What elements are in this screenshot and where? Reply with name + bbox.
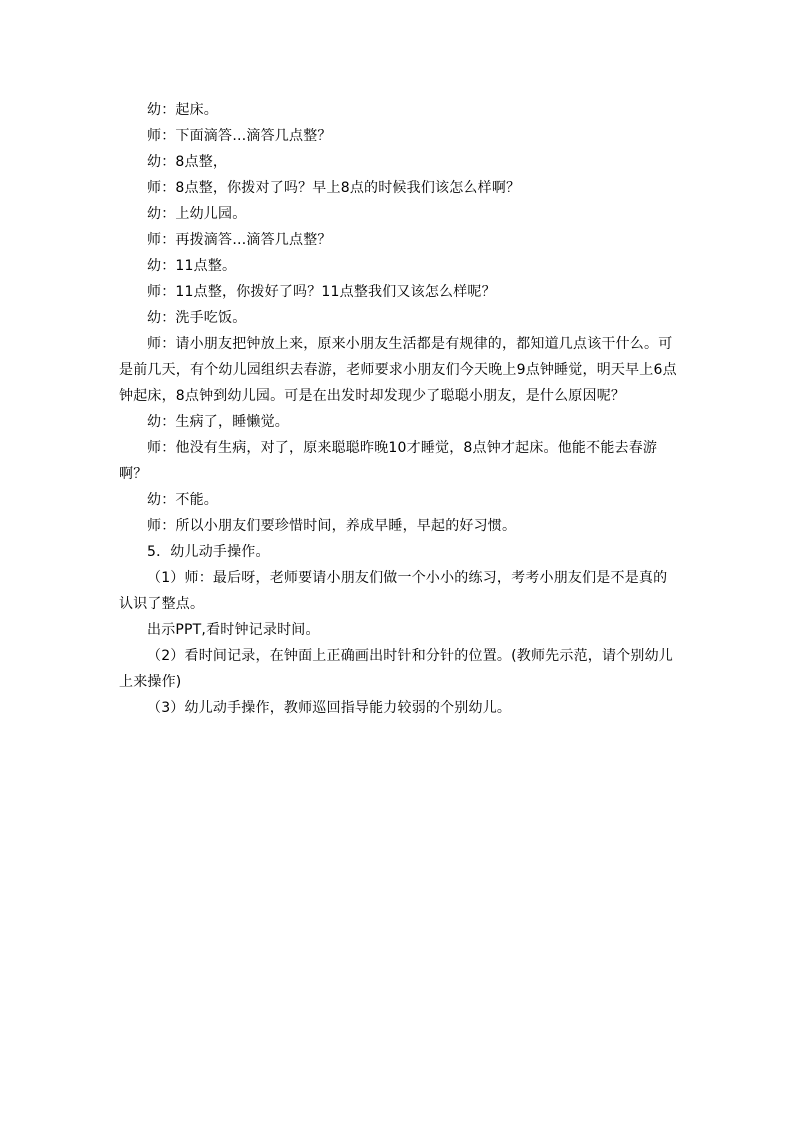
dialogue-line: 幼：生病了，睡懒觉。	[147, 414, 289, 430]
dialogue-line: 师：再拨滴答…滴答几点整？	[147, 232, 332, 248]
dialogue-line: 幼：不能。	[147, 492, 218, 508]
instruction-line: 出示PPT,看时钟记录时间。	[147, 622, 320, 638]
dialogue-line: 幼：8点整，	[147, 154, 228, 170]
dialogue-line: 师：11点整，你拨好了吗？11点整我们又该怎么样呢？	[147, 284, 496, 300]
activity-step-2: （2）看时间记录，在钟面上正确画出时针和分针的位置。(教师先示范，请个别幼儿上来操作)	[119, 648, 673, 690]
activity-step-3: （3）幼儿动手操作，教师巡回指导能力较弱的个别幼儿。	[147, 700, 512, 716]
dialogue-paragraph: 师：请小朋友把钟放上来，原来小朋友生活都是有规律的，都知道几点该干什么。可是前几天，有个幼儿园组织去春游，老师要求小朋友们今天晚上9点钟睡觉，明天早上6点钟起床，8点钟到幼儿园。可是在出发时却发现少了聪聪小朋友，是什么原因呢？	[119, 336, 677, 404]
activity-step-1: （1）师：最后呀，老师要请小朋友们做一个小小的练习，考考小朋友们是不是真的认识了整点。	[119, 570, 668, 612]
dialogue-line: 幼：11点整。	[147, 258, 237, 274]
dialogue-line: 师：下面滴答…滴答几点整？	[147, 128, 332, 144]
dialogue-line: 幼：洗手吃饭。	[147, 310, 247, 326]
dialogue-line: 幼：上幼儿园。	[147, 206, 247, 222]
section-heading: 5．幼儿动手操作。	[147, 544, 270, 560]
document-body	[119, 97, 679, 721]
dialogue-line: 幼：起床。	[147, 102, 218, 118]
dialogue-line: 师：8点整，你拨对了吗？早上8点的时候我们该怎么样啊？	[147, 180, 521, 196]
dialogue-paragraph: 师：他没有生病，对了，原来聪聪昨晚10才睡觉，8点钟才起床。他能不能去春游啊？	[119, 440, 658, 482]
dialogue-line: 师：所以小朋友们要珍惜时间，养成早睡，早起的好习惯。	[147, 518, 517, 534]
